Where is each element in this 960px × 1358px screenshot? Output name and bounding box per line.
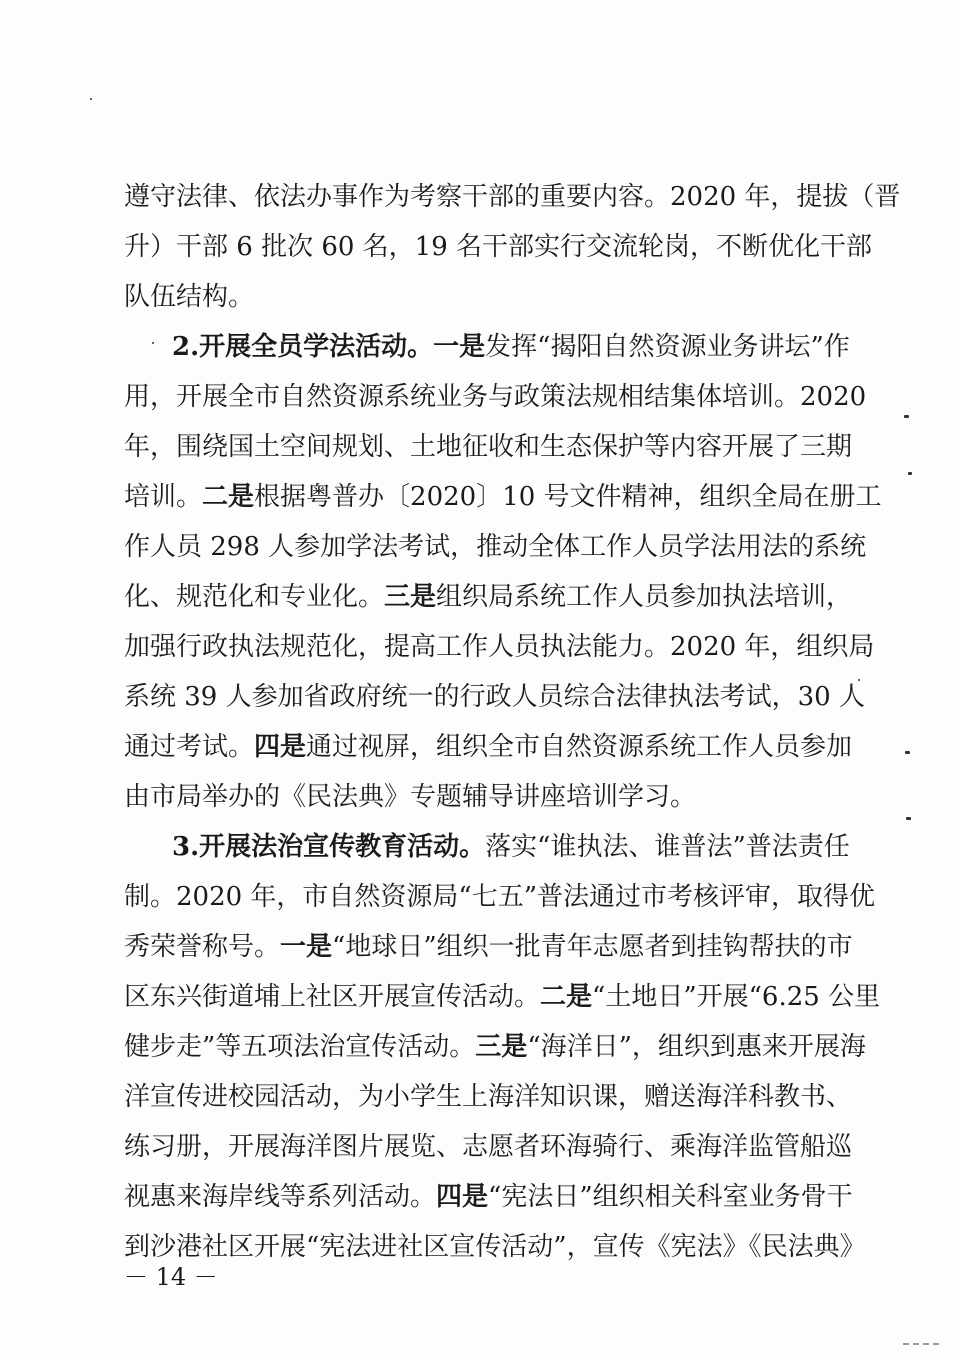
line-text: 系统 39 人参加省政府统一的行政人员综合法律执法考试，30 人 xyxy=(124,682,865,712)
text-line-13 xyxy=(124,777,848,817)
scan-speck xyxy=(906,817,911,820)
text-line-9 xyxy=(124,577,853,617)
scan-speck xyxy=(90,98,92,100)
text-line-6 xyxy=(124,427,853,467)
line-text: 洋宣传进校园活动，为小学生上海洋知识课，赠送海洋科教书、 xyxy=(124,1082,853,1112)
line-text: 落实“谁执法、谁普法”普法责任 xyxy=(485,832,850,862)
text-line-11 xyxy=(124,677,865,717)
line-text: 遵守法律、依法办事作为考察干部的重要内容。2020 年，提拔（晋 xyxy=(124,182,901,212)
enumerator: 四是 xyxy=(436,1182,489,1212)
text-line-12 xyxy=(124,727,853,767)
line-text: “地球日”组织一批青年志愿者到挂钩帮扶的市 xyxy=(332,932,853,962)
line-text: 用，开展全市自然资源系统业务与政策法规相结集体培训。2020 xyxy=(124,382,867,412)
line-text: 由市局举办的《民法典》专题辅导讲座培训学习。 xyxy=(124,782,697,812)
enumerator: 三是 xyxy=(384,582,437,612)
line-text: 通过视屏，组织全市自然资源系统工作人员参加 xyxy=(306,732,853,762)
line-text: 培训。 xyxy=(124,482,203,512)
scan-speck xyxy=(152,342,154,344)
text-line-20 xyxy=(124,1127,853,1167)
line-text: 化、规范化和专业化。 xyxy=(124,582,385,612)
line-text: “宪法日”组织相关科室业务骨干 xyxy=(488,1182,853,1212)
line-text: 发挥“揭阳自然资源业务讲坛”作 xyxy=(485,332,850,362)
enumerator: 二是 xyxy=(202,482,255,512)
line-text: 通过考试。 xyxy=(124,732,255,762)
enumerator: 三是 xyxy=(475,1032,528,1062)
line-text: “海洋日”，组织到惠来开展海 xyxy=(527,1032,866,1062)
line-text: 到沙港社区开展“宪法进社区宣传活动”，宣传《宪法》《民法典》 xyxy=(124,1232,866,1262)
line-text: 根据粤普办〔2020〕10 号文件精神，组织全局在册工 xyxy=(254,482,882,512)
text-line-22 xyxy=(124,1227,866,1267)
line-text: 制。2020 年，市自然资源局“七五”普法通过市考核评审，取得优 xyxy=(124,882,876,912)
line-text: 作人员 298 人参加学法考试，推动全体工作人员学法用法的系统 xyxy=(124,532,867,562)
enumerator: 四是 xyxy=(254,732,307,762)
text-line-1 xyxy=(124,177,901,217)
scan-speck xyxy=(904,415,909,418)
text-line-8 xyxy=(124,527,867,567)
line-text: 练习册，开展海洋图片展览、志愿者环海骑行、乘海洋监管船巡 xyxy=(124,1132,853,1162)
text-line-7 xyxy=(124,477,882,517)
enumerator: 一是 xyxy=(433,332,486,362)
text-line-19 xyxy=(124,1077,853,1117)
line-text: 健步走”等五项法治宣传活动。 xyxy=(124,1032,476,1062)
line-text: 组织局系统工作人员参加执法培训， xyxy=(436,582,853,612)
scan-speck xyxy=(858,679,860,681)
line-text: 年，围绕国土空间规划、土地征收和生态保护等内容开展了三期 xyxy=(124,432,853,462)
line-text: “土地日”开展“6.25 公里 xyxy=(592,982,881,1012)
text-line-3 xyxy=(124,277,848,317)
text-line-5 xyxy=(124,377,867,417)
text-line-10 xyxy=(124,627,875,667)
footer-dashed-rule xyxy=(903,1343,939,1345)
section-heading: 2.开展全员学法活动。 xyxy=(172,332,434,362)
scan-speck xyxy=(905,751,910,754)
text-line-17 xyxy=(124,977,881,1017)
line-text: 区东兴街道埔上社区开展宣传活动。 xyxy=(124,982,541,1012)
section-3-heading-line xyxy=(172,827,848,867)
text-line-18 xyxy=(124,1027,866,1067)
line-text: 升）干部 6 批次 60 名，19 名干部实行交流轮岗，不断优化干部 xyxy=(124,232,873,262)
section-heading: 3.开展法治宣传教育活动。 xyxy=(172,832,486,862)
line-text: 加强行政执法规范化，提高工作人员执法能力。2020 年，组织局 xyxy=(124,632,875,662)
text-line-16 xyxy=(124,927,853,967)
line-text: 秀荣誉称号。 xyxy=(124,932,281,962)
line-text: 视惠来海岸线等系列活动。 xyxy=(124,1182,437,1212)
section-2-heading-line xyxy=(172,327,848,367)
page-number: － 14 － xyxy=(124,1263,218,1291)
enumerator: 一是 xyxy=(280,932,333,962)
scan-speck xyxy=(908,472,912,475)
text-line-21 xyxy=(124,1177,853,1217)
enumerator: 二是 xyxy=(540,982,593,1012)
text-line-2 xyxy=(124,227,873,267)
text-line-15 xyxy=(124,877,876,917)
line-text: 队伍结构。 xyxy=(124,282,255,312)
